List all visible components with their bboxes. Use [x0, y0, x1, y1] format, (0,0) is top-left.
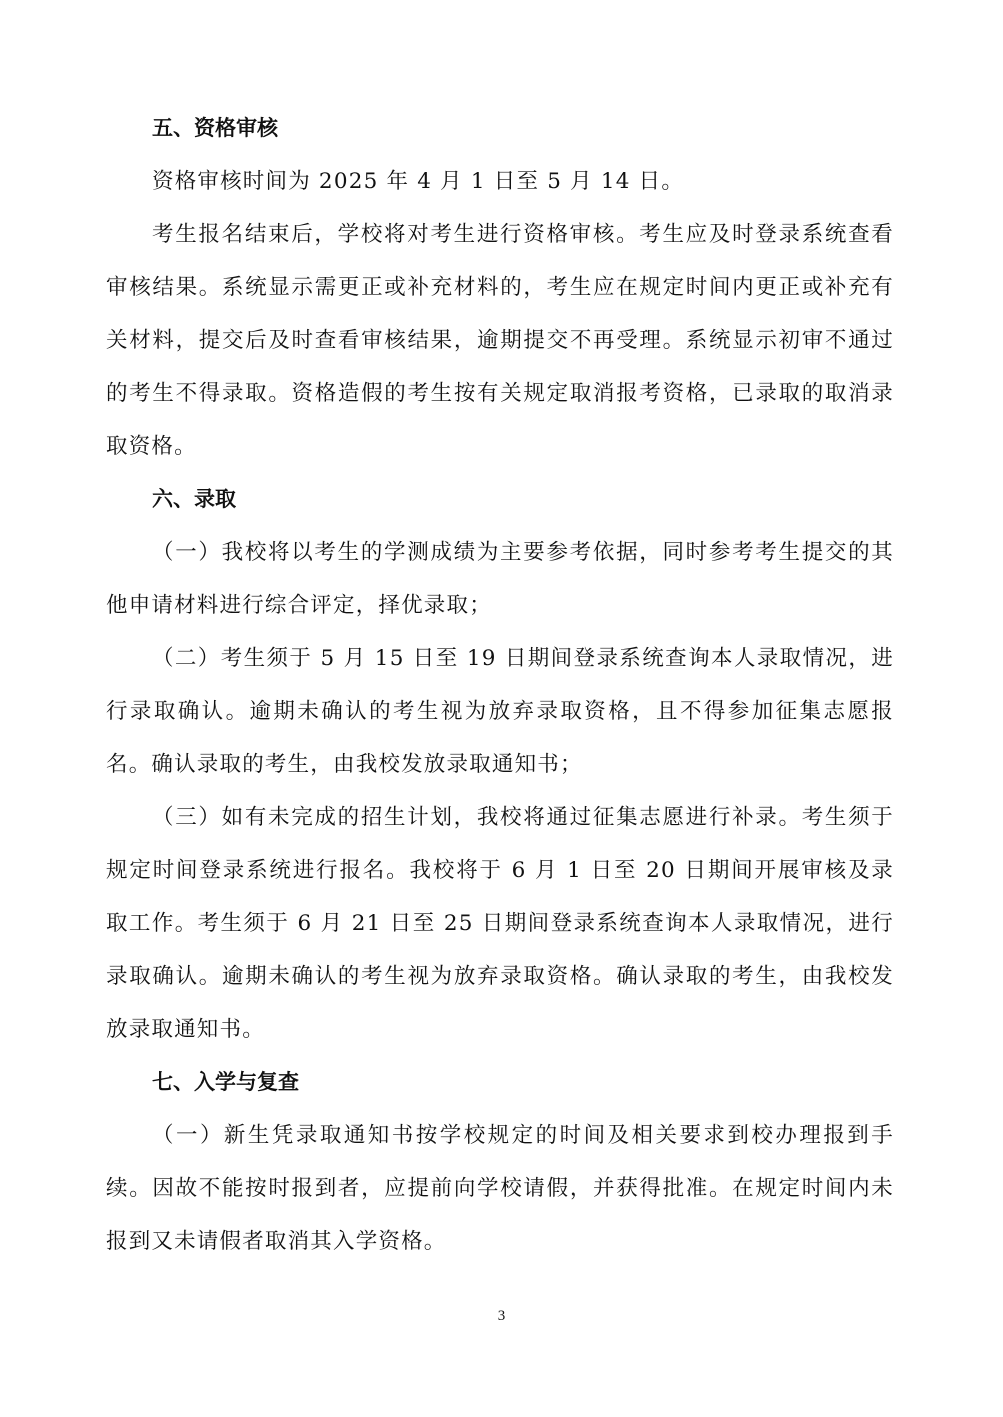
- paragraph-admission-item-2: （二）考生须于 5 月 15 日至 19 日期间登录系统查询本人录取情况，进行录取确认。逾期未确认的考生视为放弃录取资格，且不得参加征集志愿报名。确认录取的考生，由我校发放录取通知书；: [106, 646, 894, 777]
- page-number: 3: [497, 1308, 506, 1324]
- paragraph-review-process: 考生报名结束后，学校将对考生进行资格审核。考生应及时登录系统查看审核结果。系统显示需更正或补充材料的，考生应在规定时间内更正或补充有关材料，提交后及时查看审核结果，逾期提交不再受理。系统显示初审不通过的考生不得录取。资格造假的考生按有关规定取消报考资格，已录取的取消录取资格。: [106, 222, 894, 459]
- paragraph-admission-item-3: （三）如有未完成的招生计划，我校将通过征集志愿进行补录。考生须于规定时间登录系统进行报名。我校将于 6 月 1 日至 20 日期间开展审核及录取工作。考生须于 6 月 21 日至 25 日期间登录系统查询本人录取情况，进行录取确认。逾期未确认的考生视为放弃录取资格。确认录取的考生，由我校发放录取通知书。: [106, 805, 894, 1042]
- document-body: [106, 102, 894, 1268]
- section-heading-admission: 六、录取: [152, 487, 236, 511]
- paragraph-admission-item-1: （一）我校将以考生的学测成绩为主要参考依据，同时参考考生提交的其他申请材料进行综合评定，择优录取；: [106, 540, 894, 618]
- section-heading-enrollment-review: 七、入学与复查: [152, 1070, 299, 1094]
- paragraph-enrollment-item-1: （一）新生凭录取通知书按学校规定的时间及相关要求到校办理报到手续。因故不能按时报到者，应提前向学校请假，并获得批准。在规定时间内未报到又未请假者取消其入学资格。: [106, 1123, 894, 1254]
- paragraph-review-period: 资格审核时间为 2025 年 4 月 1 日至 5 月 14 日。: [152, 169, 685, 194]
- section-heading-qualification-review: 五、资格审核: [152, 116, 278, 140]
